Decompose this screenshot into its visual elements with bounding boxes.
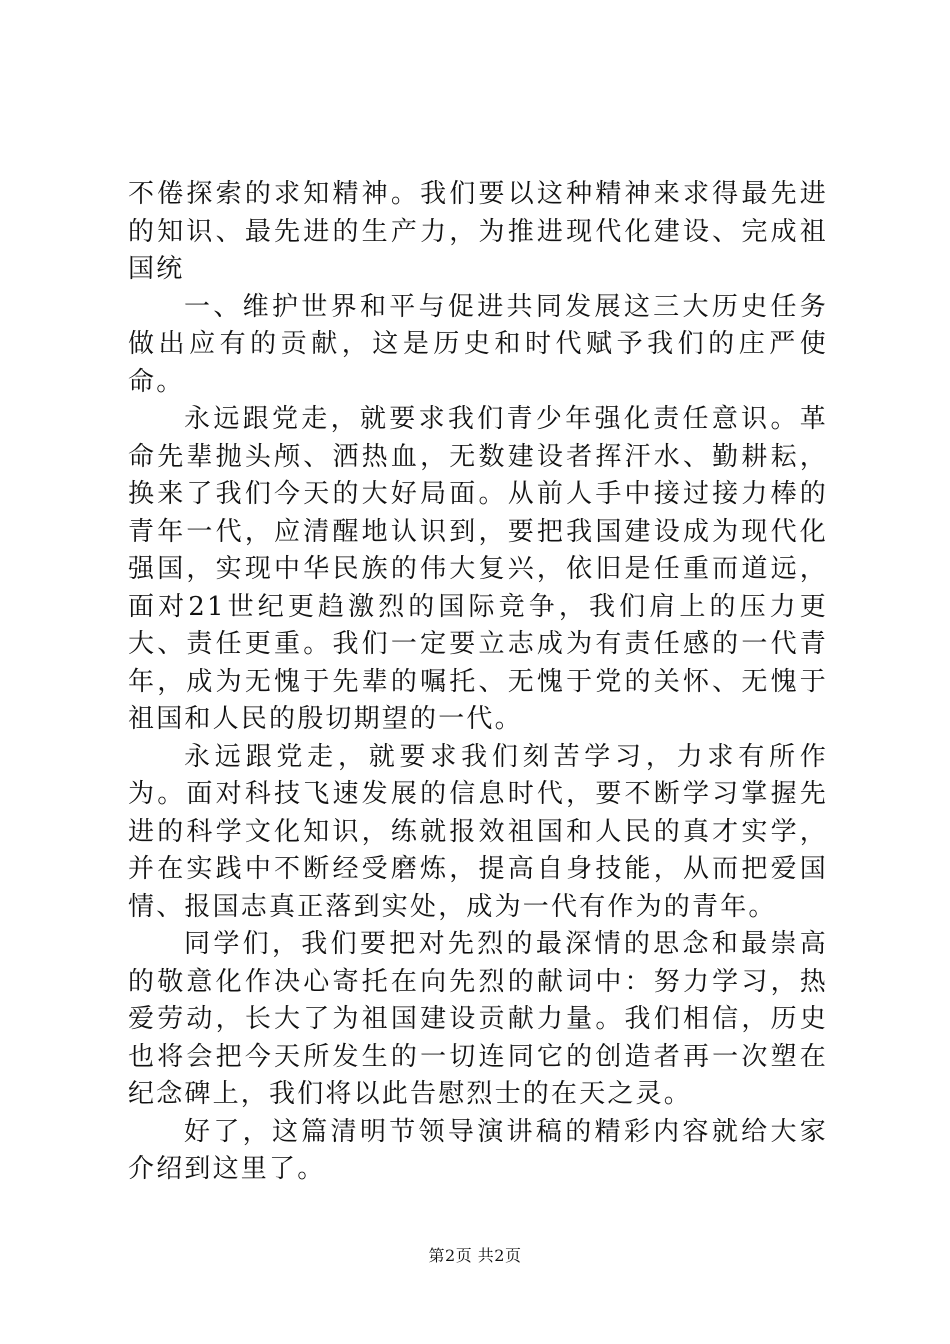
paragraph-2: 一、维护世界和平与促进共同发展这三大历史任务做出应有的贡献，这是历史和时代赋予我们的庄严使命。	[128, 291, 828, 397]
page-number-footer: 第2页 共2页	[428, 1246, 522, 1265]
paragraph-6: 好了，这篇清明节领导演讲稿的精彩内容就给大家介绍到这里了。	[128, 1116, 828, 1184]
paragraph-1: 不倦探索的求知精神。我们要以这种精神来求得最先进的知识、最先进的生产力，为推进现代化建设、完成祖国统	[128, 179, 828, 284]
document-body	[128, 176, 828, 1189]
paragraph-5: 同学们，我们要把对先烈的最深情的思念和最崇高的敬意化作决心寄托在向先烈的献词中：努力学习，热爱劳动，长大了为祖国建设贡献力量。我们相信，历史也将会把今天所发生的一切连同它的创造者再一次塑在纪念碑上，我们将以此告慰烈士的在天之灵。	[128, 929, 828, 1109]
paragraph-3: 永远跟党走，就要求我们青少年强化责任意识。革命先辈抛头颅、洒热血，无数建设者挥汗水、勤耕耘，换来了我们今天的大好局面。从前人手中接过接力棒的青年一代，应清醒地认识到，要把我国建设成为现代化强国，实现中华民族的伟大复兴，依旧是任重而道远，面对21世纪更趋激烈的国际竞争，我们肩上的压力更大、责任更重。我们一定要立志成为有责任感的一代青年，成为无愧于先辈的嘱托、无愧于党的关怀、无愧于祖国和人民的殷切期望的一代。	[128, 404, 828, 734]
paragraph-4: 永远跟党走，就要求我们刻苦学习，力求有所作为。面对科技飞速发展的信息时代，要不断学习掌握先进的科学文化知识，练就报效祖国和人民的真才实学，并在实践中不断经受磨炼，提高自身技能，从而把爱国情、报国志真正落到实处，成为一代有作为的青年。	[128, 741, 828, 922]
